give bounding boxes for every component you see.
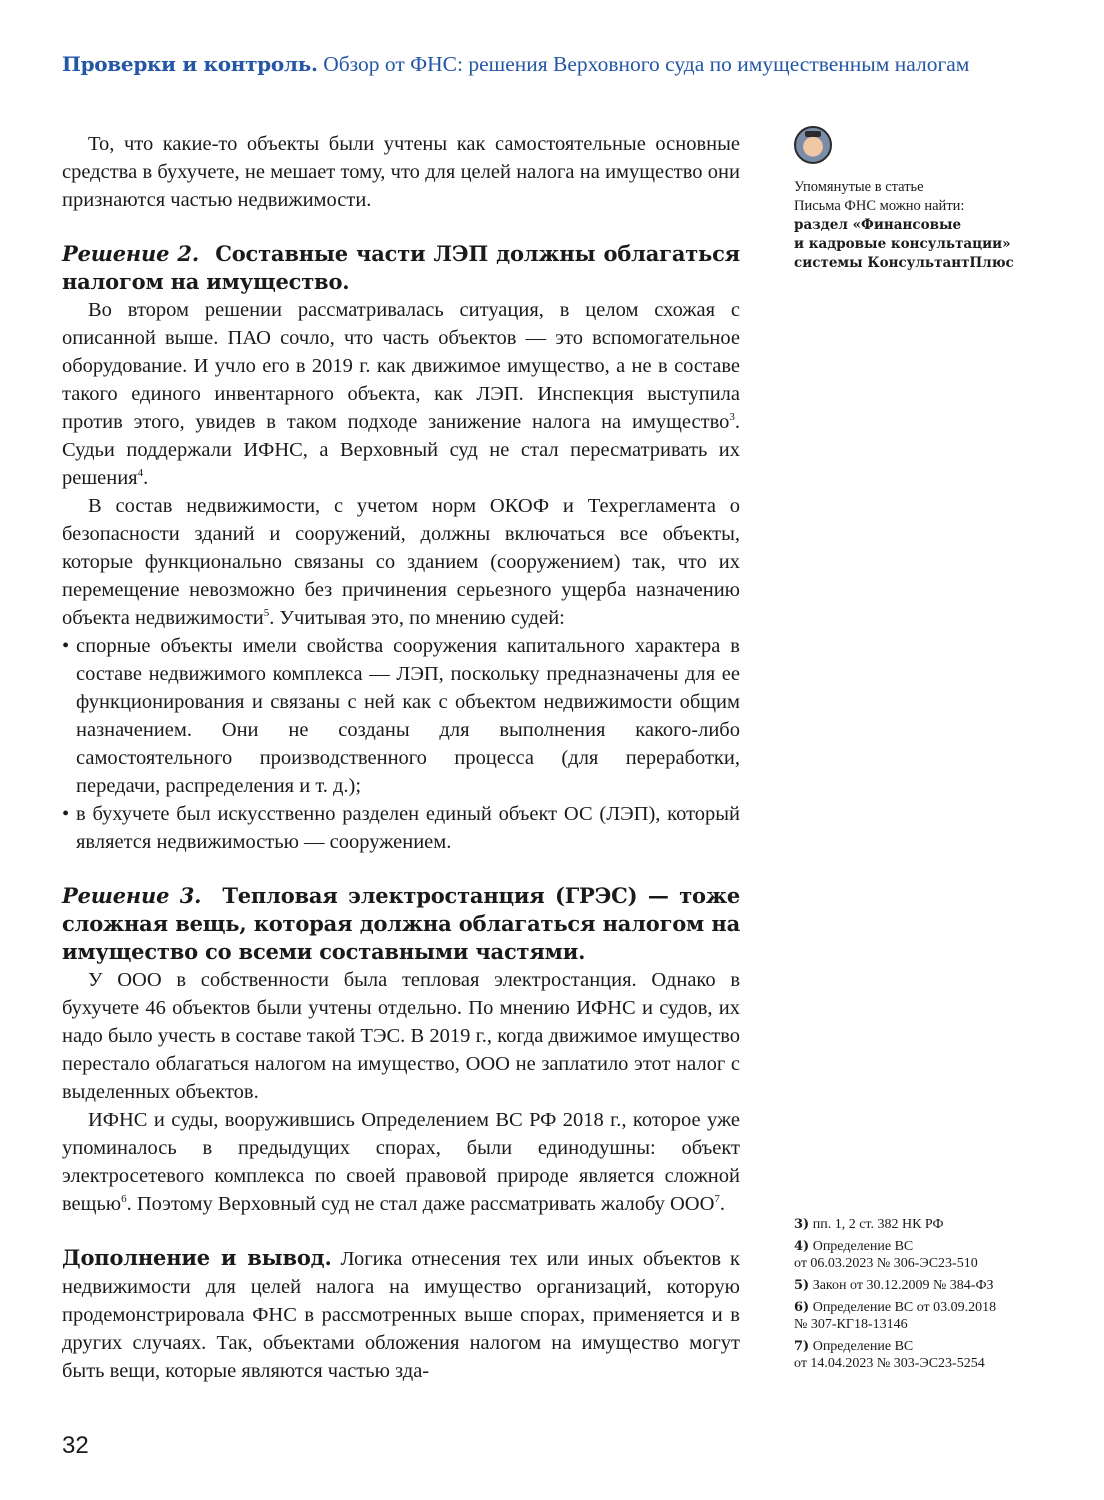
footnote-6: 6) Определение ВС от 03.09.2018 № 307-КГ18-13146 — [794, 1300, 997, 1332]
conclusion-paragraph — [62, 1244, 740, 1385]
sidebar-strong-2: и кадровые консультации» — [794, 236, 1011, 252]
footnote-7: 7) Определение ВС от 14.04.2023 № 303-ЭС23-5254 — [794, 1339, 985, 1371]
footnote-5: 5) Закон от 30.12.2009 № 384-ФЗ — [794, 1278, 994, 1293]
list-item: • в бухучете был искусственно разделен единый объект ОС (ЛЭП), который является недвижимостью — сооружением. — [62, 800, 740, 856]
decision-2-heading — [62, 240, 740, 296]
decision-2-paragraph-1: Во втором решении рассматривалась ситуация, в целом схожая с описанной выше. ПАО сочло, что часть объектов — это вспомогательное оборудование. И учло его в 2019 г. как движимое имущество, а не в составе такого единого инвентарного объекта, как ЛЭП. Инспекция выступила против этого, увидев в таком подходе занижение налога на имущество$^3$. Судьи поддержали ИФНС, а Верховный суд не стал пересматривать их решения$^4$. — [62, 299, 740, 489]
header-section: Проверки и контроль. — [62, 52, 318, 76]
decision-2-title: Составные части ЛЭП должны облагаться налогом на имущество. — [62, 241, 740, 294]
decision-3-title: Тепловая электростанция (ГРЭС) — тоже сложная вещь, которая должна облагаться налогом на имущество со всеми составными частями. — [62, 883, 740, 964]
conclusion-label: Дополнение и вывод. — [62, 1245, 332, 1270]
sidebar-line-1: Упомянутые в статье — [794, 179, 924, 195]
decision-3-paragraph-2: ИФНС и суды, вооружившись Определением ВС РФ 2018 г., которое уже упоминалось в предыдущих спорах, были единодушны: объект электросетевого комплекса по своей правовой природе является сложной вещью$^6$. Поэтому Верховный суд не стал даже рассматривать жалобу ООО$^7$. — [62, 1109, 740, 1215]
decision-3-paragraph-1: У ООО в собственности была тепловая электростанция. Однако в бухучете 46 объектов были учтены отдельно. По мнению ИФНС и судов, их надо было учесть в составе такой ТЭС. В 2019 г., когда движимое имущество перестало облагаться налогом на имущество, ООО не заплатило этот налог с выделенных объектов. — [62, 969, 740, 1103]
footnotes — [794, 1216, 1054, 1377]
intro-paragraph: То, что какие-то объекты были учтены как самостоятельные основные средства в бухучете, не мешает тому, что для целей налога на имущество они признаются частью недвижимости. — [62, 133, 740, 211]
decision-2-bullet-list — [62, 632, 740, 856]
sidebar-strong-1: раздел «Финансовые — [794, 217, 962, 233]
footnote-ref-6[interactable]: 6 — [121, 1193, 127, 1206]
header-title: Обзор от ФНС: решения Верховного суда по имущественным налогам — [323, 52, 970, 76]
footnote-ref-5[interactable]: 5 — [263, 607, 270, 620]
footnote-ref-3[interactable]: 3 — [729, 411, 735, 424]
article-body — [62, 130, 740, 1385]
conclusion-text: Логика отнесения тех или иных объектов к недвижимости для целей налога на имущество организаций, которую продемонстрировала ФНС в рассмотренных выше спорах, применяется и в других случаях. Так, объектами обложения налогом на имущество могут быть вещи, которые являются частью зда- — [62, 1248, 740, 1382]
footnote-3: 3) пп. 1, 2 ст. 382 НК РФ — [794, 1217, 944, 1232]
consultant-avatar-icon — [794, 126, 832, 164]
page-number: 32 — [62, 1432, 89, 1459]
footnote-ref-4[interactable]: 4 — [137, 467, 144, 480]
decision-2-paragraph-2: В состав недвижимости, с учетом норм ОКОФ и Техрегламента о безопасности зданий и сооружений, должны включаться все объекты, которые функционально связаны со зданием (сооружением) так, что их перемещение невозможно без причинения серьезного ущерба назначению объекта недвижимости$^5$. Учитывая это, по мнению судей: — [62, 495, 740, 629]
sidebar-strong-3: системы КонсультантПлюс — [794, 255, 1014, 271]
footnote-ref-7[interactable]: 7 — [714, 1193, 720, 1206]
footnote-4: 4) Определение ВС от 06.03.2023 № 306-ЭС23-510 — [794, 1239, 978, 1271]
list-item: • спорные объекты имели свойства сооружения капитального характера в составе недвижимого комплекса — ЛЭП, поскольку предназначены для ее функционирования и связаны с ней как с объектом недвижимости общим назначением. Они не созданы для выполнения какого-либо самостоятельного производственного процесса (для переработки, передачи, распределения и т. д.); — [62, 632, 740, 800]
decision-3-label: Решение 3. — [62, 883, 202, 908]
sidebar-line-2: Письма ФНС можно найти: — [794, 198, 965, 214]
decision-2-label: Решение 2. — [62, 241, 199, 266]
running-header — [62, 52, 1062, 77]
decision-3-heading — [62, 882, 740, 966]
sidebar-note — [794, 126, 1054, 273]
